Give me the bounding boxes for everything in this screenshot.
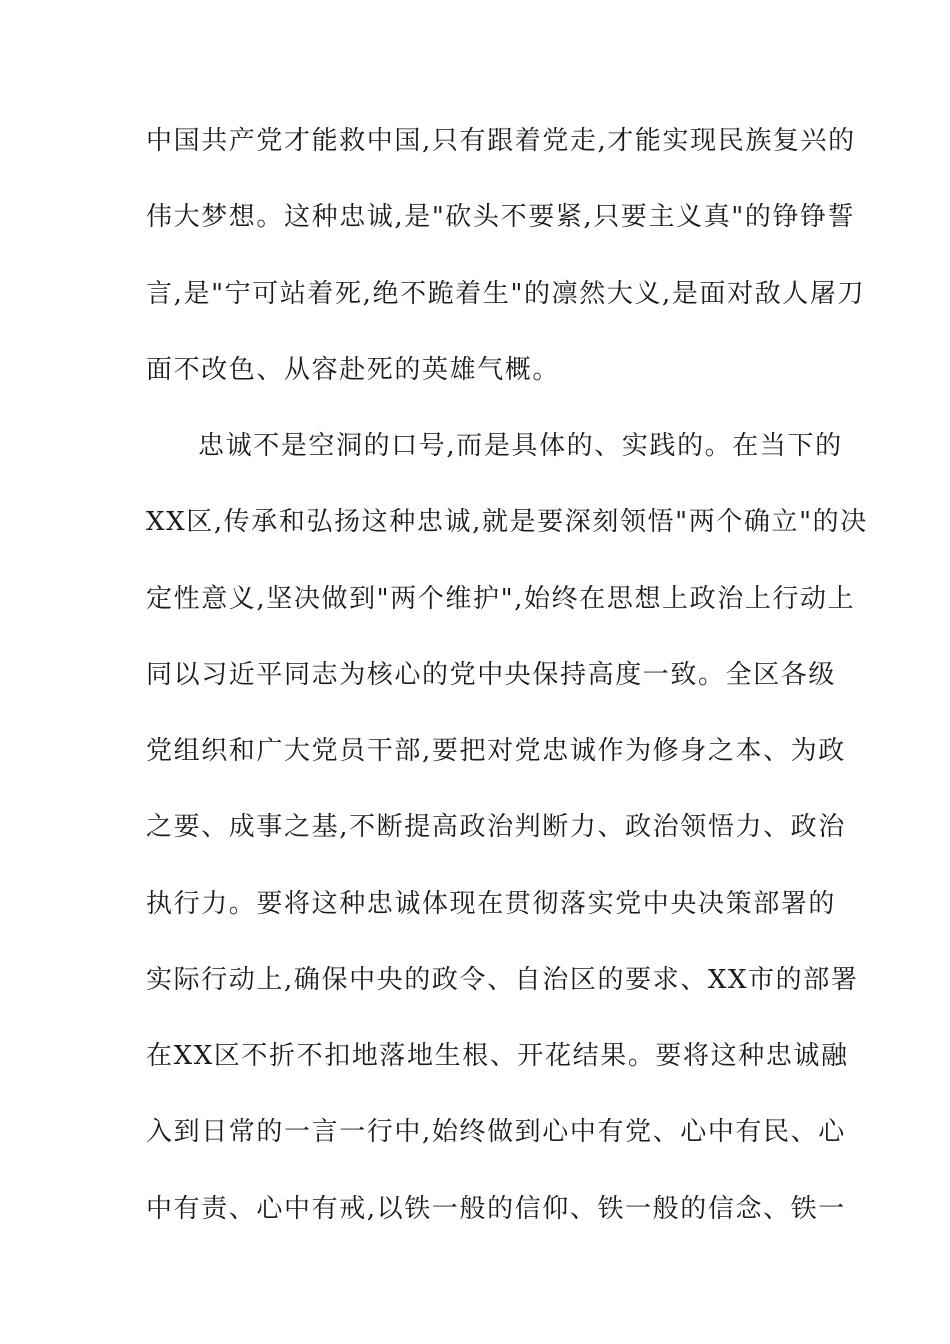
text-line: 面不改色、从容赴死的英雄气概。 bbox=[146, 355, 561, 385]
text-line: 中国共产党才能救中国,只有跟着党走,才能实现民族复兴的 bbox=[146, 126, 856, 156]
text-line: 定性意义,坚决做到"两个维护",始终在思想上政治上行动上 bbox=[146, 584, 856, 614]
text-line: 中有责、心中有戒,以铁一般的信仰、铁一般的信念、铁一 bbox=[146, 1194, 846, 1224]
text-line: 言,是"宁可站着死,绝不跪着生"的凛然大义,是面对敌人屠刀 bbox=[146, 279, 866, 309]
text-line: 执行力。要将这种忠诚体现在贯彻落实党中央决策部署的 bbox=[146, 889, 837, 919]
text-line: 实际行动上,确保中央的政令、自治区的要求、XX市的部署 bbox=[146, 965, 859, 995]
text-line: 同以习近平同志为核心的党中央保持高度一致。全区各级 bbox=[146, 660, 837, 690]
text-line: 之要、成事之基,不断提高政治判断力、政治领悟力、政治 bbox=[146, 812, 846, 842]
text-line: XX区,传承和弘扬这种忠诚,就是要深刻领悟"两个确立"的决 bbox=[146, 507, 868, 537]
text-line: 党组织和广大党员干部,要把对党忠诚作为修身之本、为政 bbox=[146, 736, 846, 766]
text-line: 在XX区不折不扣地落地生根、开花结果。要将这种忠诚融 bbox=[146, 1041, 849, 1071]
paragraph-first-line: 忠诚不是空洞的口号,而是具体的、实践的。在当下的 bbox=[198, 431, 843, 461]
text-line: 入到日常的一言一行中,始终做到心中有党、心中有民、心 bbox=[146, 1117, 846, 1147]
text-line: 伟大梦想。这种忠诚,是"砍头不要紧,只要主义真"的铮铮誓 bbox=[146, 202, 856, 232]
